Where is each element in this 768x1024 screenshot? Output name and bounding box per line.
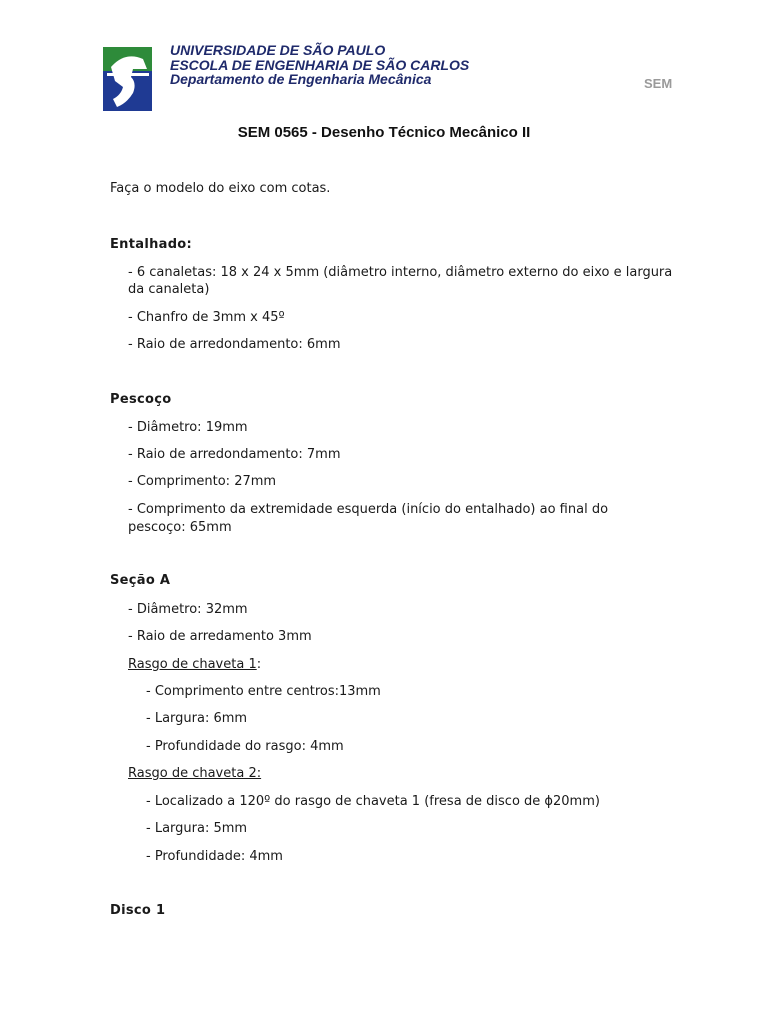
list-item: - Diâmetro: 32mm bbox=[128, 602, 248, 617]
list-item: - Diâmetro: 19mm bbox=[128, 420, 248, 435]
list-item: - Largura: 6mm bbox=[146, 711, 248, 726]
document-title: SEM 0565 - Desenho Técnico Mecânico II bbox=[237, 124, 531, 141]
intro-text: Faça o modelo do eixo com cotas. bbox=[110, 181, 331, 196]
subheading-rasgo-2: Rasgo de chaveta 2: bbox=[128, 766, 262, 781]
school-name: ESCOLA DE ENGENHARIA DE SÃO CARLOS bbox=[170, 56, 470, 73]
list-item: - Comprimento: 27mm bbox=[128, 474, 277, 489]
list-item: da canaleta) bbox=[128, 282, 210, 297]
list-item: - Raio de arredamento 3mm bbox=[128, 629, 312, 644]
list-item: - Localizado a 120º do rasgo de chaveta 1 (fresa de disco de ϕ20mm) bbox=[146, 794, 600, 809]
list-item: - Chanfro de 3mm x 45º bbox=[128, 310, 285, 325]
list-item: pescoço: 65mm bbox=[128, 520, 232, 535]
list-item: - Largura: 5mm bbox=[146, 821, 248, 836]
section-heading-entalhado: Entalhado: bbox=[110, 237, 193, 252]
rasgo-1-colon: : bbox=[256, 657, 262, 672]
list-item: - Comprimento entre centros:13mm bbox=[146, 684, 381, 699]
list-item: - Profundidade: 4mm bbox=[146, 849, 283, 864]
department-name: Departamento de Engenharia Mecânica bbox=[170, 71, 432, 87]
list-item: - Profundidade do rasgo: 4mm bbox=[146, 739, 344, 754]
subheading-rasgo-1 bbox=[128, 656, 261, 674]
section-heading-disco-1: Disco 1 bbox=[110, 903, 166, 918]
list-item: - Raio de arredondamento: 6mm bbox=[128, 337, 341, 352]
rasgo-1-label: Rasgo de chaveta 1 bbox=[128, 657, 257, 672]
university-name: UNIVERSIDADE DE SÃO PAULO bbox=[170, 42, 386, 58]
institution-block bbox=[170, 43, 469, 87]
usp-logo bbox=[103, 47, 152, 111]
department-tag: SEM bbox=[644, 76, 673, 91]
section-heading-pescoco: Pescoço bbox=[110, 392, 172, 407]
list-item: - 6 canaletas: 18 x 24 x 5mm (diâmetro interno, diâmetro externo do eixo e largura bbox=[128, 265, 673, 280]
section-heading-secao-a: Seção A bbox=[110, 573, 171, 588]
list-item: - Raio de arredondamento: 7mm bbox=[128, 447, 341, 462]
list-item: - Comprimento da extremidade esquerda (início do entalhado) ao final do bbox=[128, 502, 609, 517]
